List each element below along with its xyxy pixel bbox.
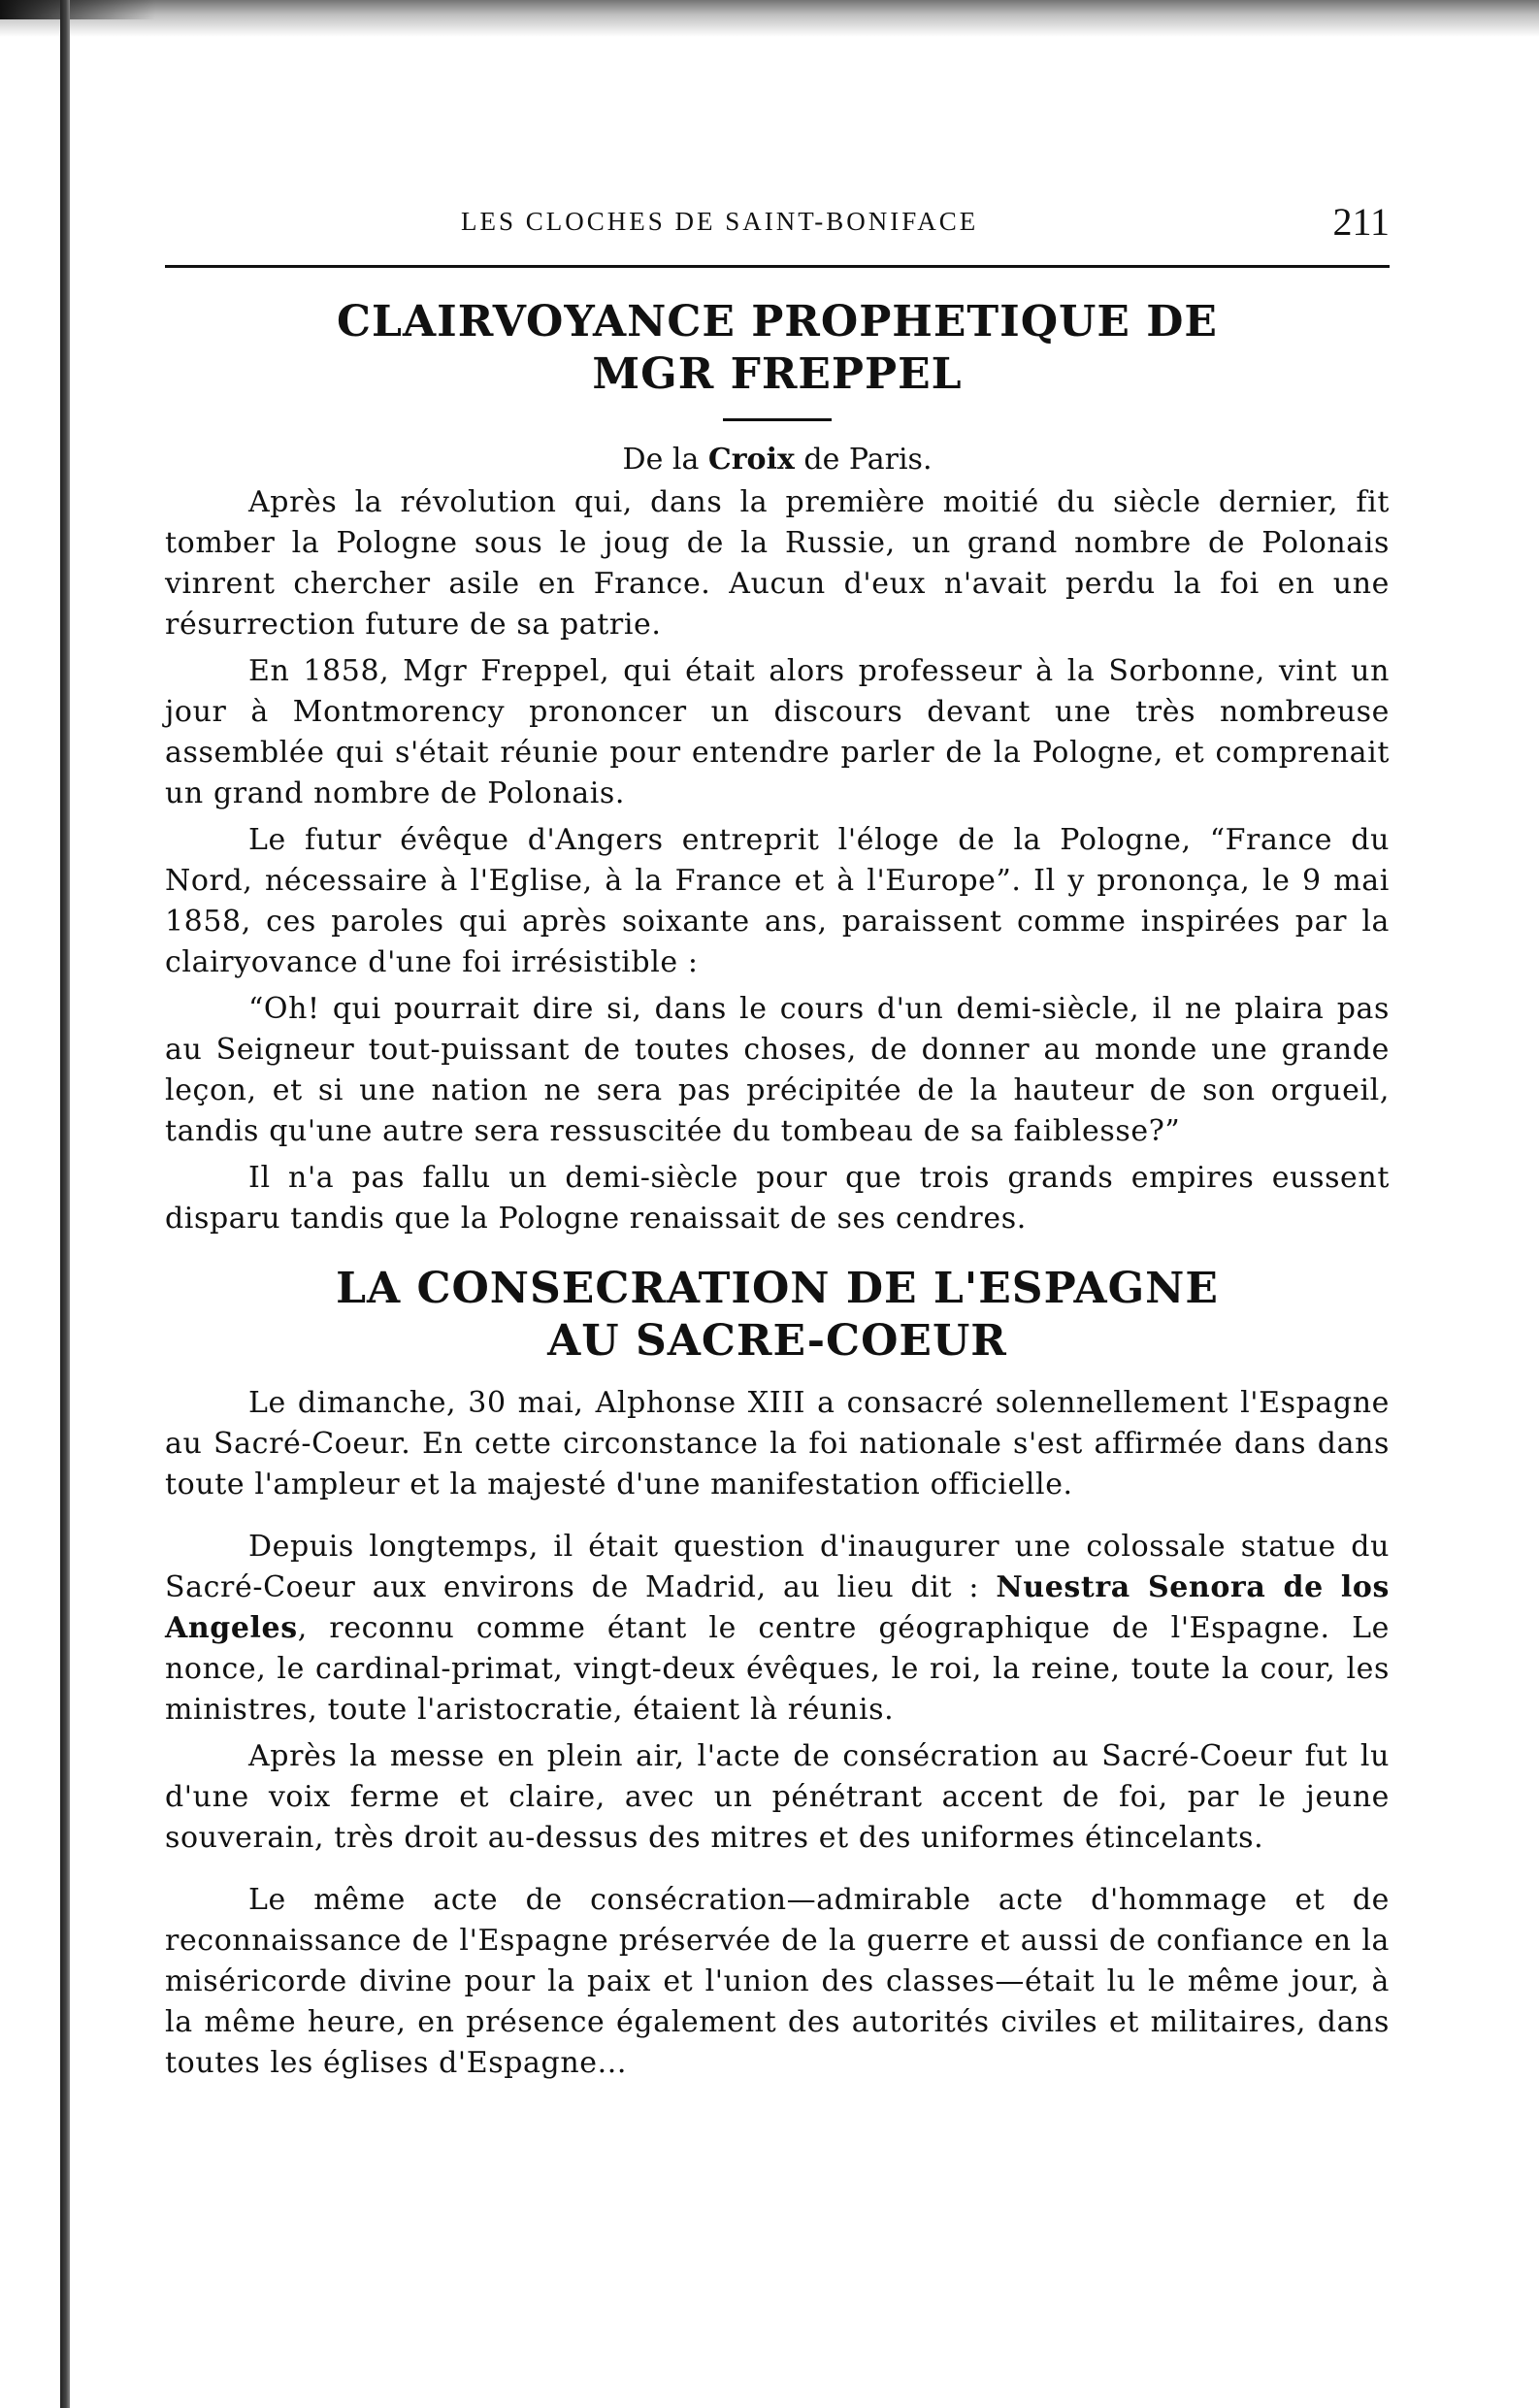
- article-clairvoyance: [165, 296, 1390, 1239]
- paragraph: Le futur évêque d'Angers entreprit l'éloge de la Pologne, “France du Nord, nécessaire à l'Eglise, à la France et à l'Europe”. Il y prononça, le 9 mai 1858, ces paroles qui après soixante ans, paraissent comme inspirées par la clairyovance d'une foi irrésistible :: [165, 823, 1390, 979]
- source-prefix: De la: [622, 443, 708, 477]
- source-suffix: de Paris.: [794, 443, 933, 477]
- place-name: Nuestra Senora de los Angeles: [165, 1570, 1391, 1645]
- scan-corner-shadow: [0, 0, 155, 19]
- article-title-line-2: MGR FREPPEL: [592, 349, 963, 399]
- paragraph: Après la révolution qui, dans la première moitié du siècle dernier, fit tomber la Pologne sous le joug de la Russie, un grand nombre de Polonais vinrent chercher asile en France. Aucun d'eux n'avait perdu la foi en une résurrection future de sa patrie.: [165, 485, 1390, 642]
- article-title: [165, 1263, 1390, 1368]
- article-title-line-1: CLAIRVOYANCE PROPHETIQUE DE: [337, 297, 1218, 346]
- scan-edge-shadow: [0, 0, 1539, 37]
- page-binding-edge: [60, 0, 70, 2408]
- running-header: [165, 189, 1390, 249]
- quotation-paragraph: “Oh! qui pourrait dire si, dans le cours d'un demi-siècle, il ne plaira pas au Seigneur tout-puissant de toutes choses, de donner au monde une grande leçon, et si une nation ne sera pas précipitée de la hauteur de son orgueil, tandis qu'une autre sera ressuscitée du tombeau de sa faiblesse?”: [165, 992, 1390, 1148]
- title-rule: [723, 418, 832, 421]
- running-title: LES CLOCHES DE SAINT-BONIFACE: [461, 207, 979, 236]
- paragraph: Le dimanche, 30 mai, Alphonse XIII a consacré solennellement l'Espagne au Sacré-Coeur. En cette circonstance la foi nationale s'est affirmée dans dans toute l'ampleur et la majesté d'une manifestation officielle.: [165, 1386, 1390, 1501]
- paragraph-text: , reconnu comme étant le centre géographique de l'Espagne. Le nonce, le cardinal-primat, vingt-deux évêques, le roi, la reine, toute la cour, les ministres, toute l'aristocratie, étaient là réunis.: [165, 1611, 1390, 1727]
- article-title-line-1: LA CONSECRATION DE L'ESPAGNE: [336, 1264, 1219, 1313]
- article-source: [165, 443, 1390, 477]
- paragraph: Il n'a pas fallu un demi-siècle pour que trois grands empires eussent disparu tandis que la Pologne renaissait de ses cendres.: [165, 1161, 1390, 1236]
- paragraph-text: Depuis longtemps, il était question d'inaugurer une colossale statue du Sacré-Coeur aux environs de Madrid, au lieu dit :: [165, 1530, 1390, 1604]
- header-rule: [165, 265, 1390, 268]
- article-consecration: [165, 1263, 1390, 2084]
- paragraph: [165, 1527, 1390, 1731]
- source-name: Croix: [707, 443, 795, 477]
- paragraph: En 1858, Mgr Freppel, qui était alors professeur à la Sorbonne, vint un jour à Montmorency prononcer un discours devant une très nombreuse assemblée qui s'était réunie pour entendre parler de la Pologne, et comprenait un grand nombre de Polonais.: [165, 654, 1390, 810]
- page-number: 211: [1332, 200, 1390, 244]
- book-page: [165, 189, 1390, 2090]
- article-title-line-2: AU SACRE-COEUR: [547, 1316, 1007, 1366]
- paragraph: Après la messe en plein air, l'acte de consécration au Sacré-Coeur fut lu d'une voix ferme et claire, avec un pénétrant accent de foi, par le jeune souverain, très droit au-dessus des mitres et des uniformes étincelants.: [165, 1739, 1390, 1855]
- paragraph: Le même acte de consécration—admirable acte d'hommage et de reconnaissance de l'Espagne préservée de la guerre et aussi de confiance en la miséricorde divine pour la paix et l'union des classes—était lu le même jour, à la même heure, en présence également des autorités civiles et militaires, dans toutes les églises d'Espagne...: [165, 1883, 1390, 2080]
- article-title: [165, 296, 1390, 401]
